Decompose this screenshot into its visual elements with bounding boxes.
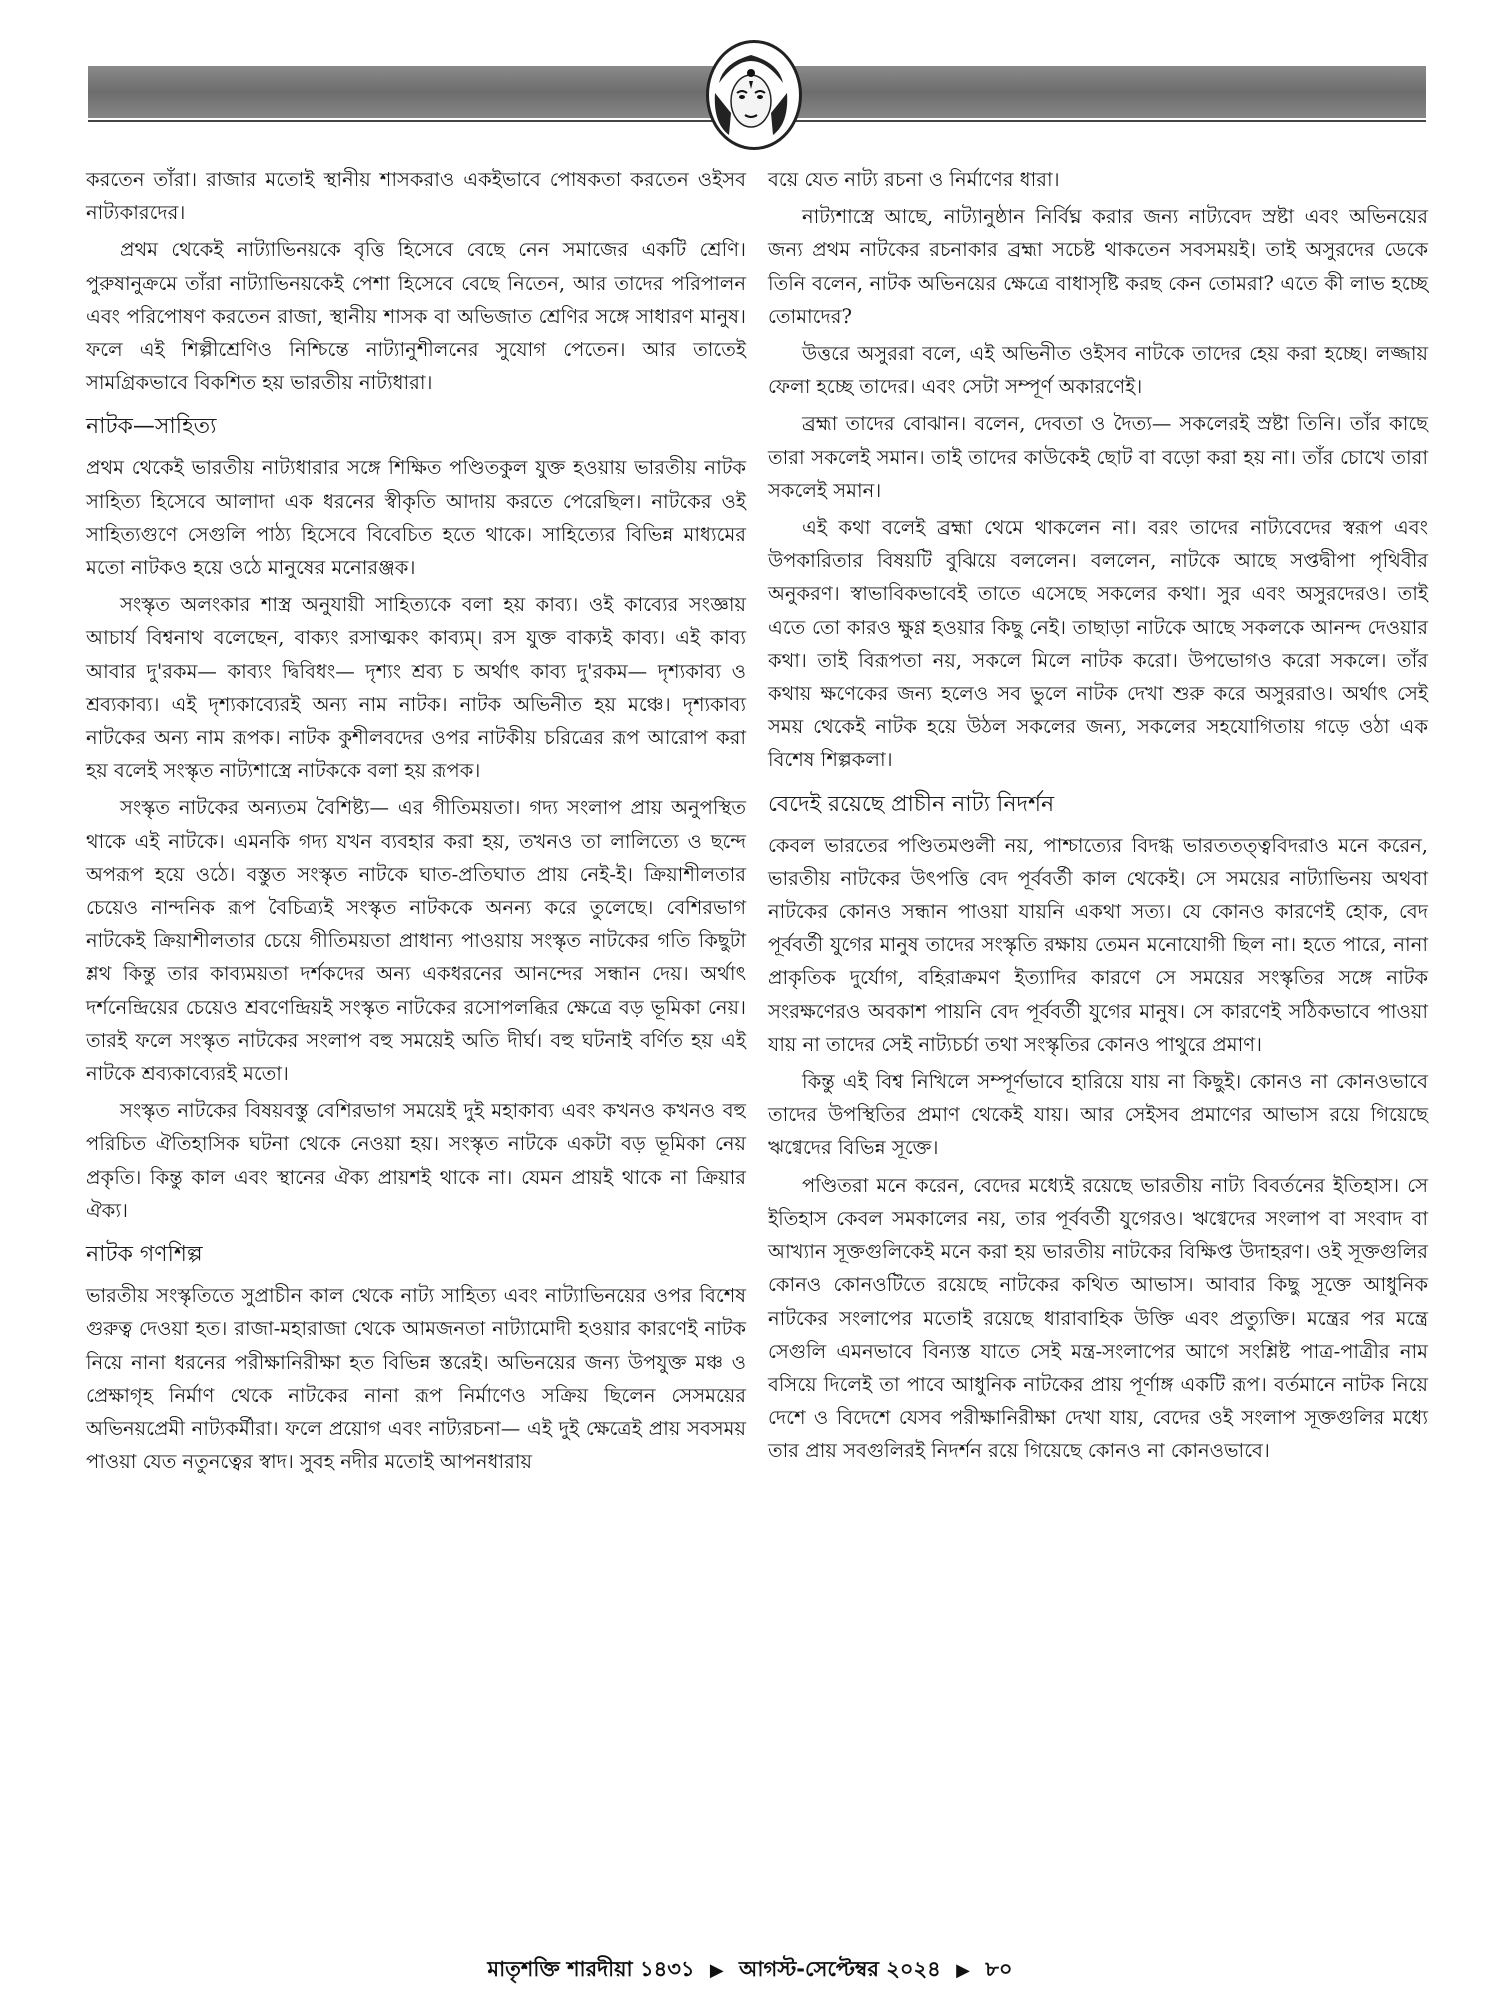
paragraph: সংস্কৃত নাটকের অন্যতম বৈশিষ্ট্য— এর গীতিময়তা। গদ্য সংলাপ প্রায় অনুপস্থিত থাকে এই নাটকে। এমনকি গদ্য যখন ব্যবহার করা হয়, তখনও তা লালিত্যে ও ছন্দে অপরূপ হয়ে ওঠে। বস্তুত সংস্কৃত নাটকে ঘাত-প্রতিঘাত প্রায় নেই-ই। ক্রিয়াশীলতার চেয়েও নান্দনিক রূপ বৈচিত্র্যই সংস্কৃত নাটককে অনন্য করে তুলেছে। বেশিরভাগ নাটকেই ক্রিয়াশীলতার চেয়ে গীতিময়তা প্রাধান্য পাওয়ায় সংস্কৃত নাটকের গতি কিছুটা শ্লথ কিন্তু তার কাব্যময়তা দর্শকদের অন্য একধরনের আনন্দের সন্ধান দেয়। অর্থাৎ দর্শনেন্দ্রিয়ের চেয়েও শ্রবণেন্দ্রিয়ই সংস্কৃত নাটকের রসোপলব্ধির ক্ষেত্রে বড় ভূমিকা নেয়। তারই ফলে সংস্কৃত নাটকের সংলাপ বহু সময়েই অতি দীর্ঘ। বহু ঘটনাই বর্ণিত হয় এই নাটকে শ্রব্যকাব্যেরই মতো। — [86, 796, 746, 1086]
paragraph: পণ্ডিতরা মনে করেন, বেদের মধ্যেই রয়েছে ভারতীয় নাট্য বিবর্তনের ইতিহাস। সে ইতিহাস কেবল সমকালের নয়, তার পূর্ববর্তী যুগেরও। ঋগ্বেদের সংলাপ বা সংবাদ বা আখ্যান সূক্তগুলিকেই মনে করা হয় ভারতীয় নাটকের বিক্ষিপ্ত উদাহরণ। ওই সূক্তগুলির কোনও কোনওটিতে রয়েছে নাটকের কথিত আভাস। আবার কিছু সূক্তে আধুনিক নাটকের সংলাপের মতোই রয়েছে ধারাবাহিক উক্তি এবং প্রত্যুক্তি। মন্ত্রের পর মন্ত্রে সেগুলি এমনভাবে বিন্যস্ত যাতে সেই মন্ত্র-সংলাপের আগে সংশ্লিষ্ট পাত্র-পাত্রীর নাম বসিয়ে দিলেই তা পাবে আধুনিক নাটকের প্রায় পূর্ণাঙ্গ একটি রূপ। বর্তমানে নাটক নিয়ে দেশে ও বিদেশে যেসব পরীক্ষানিরীক্ষা দেখা যায়, বেদের ওই সংলাপ সূক্তগুলির মধ্যে তার প্রায় সবগুলিরই নিদর্শন রয়ে গিয়েছে কোনও না কোনওভাবে। — [768, 1173, 1428, 1463]
right-pointer-icon: ▶ — [709, 1960, 724, 1981]
page-number: ৮০ — [985, 1957, 1013, 1981]
paragraph: করতেন তাঁরা। রাজার মতোই স্থানীয় শাসকরাও একইভাবে পোষকতা করতেন ওইসব নাট্যকারদের। — [86, 168, 746, 225]
paragraph: বয়ে যেত নাট্য রচনা ও নির্মাণের ধারা। — [768, 168, 1060, 191]
paragraph: কিন্তু এই বিশ্ব নিখিলে সম্পূর্ণভাবে হারিয়ে যায় না কিছুই। কোনও না কোনওভাবে তাদের উপস্থিতির প্রমাণ থেকেই যায়। আর সেইসব প্রমাণের আভাস রয়ে গিয়েছে ঋগ্বেদের বিভিন্ন সূক্তে। — [768, 1070, 1428, 1160]
paragraph: সংস্কৃত নাটকের বিষয়বস্তু বেশিরভাগ সময়েই দুই মহাকাব্য এবং কখনও কখনও বহু পরিচিত ঐতিহাসিক ঘটনা থেকে নেওয়া হয়। সংস্কৃত নাটকে একটা বড় ভূমিকা নেয় প্রকৃতি। কিন্তু কাল এবং স্থানের ঐক্য প্রায়শই থাকে না। যেমন প্রায়ই থাকে না ক্রিয়ার ঐক্য। — [86, 1099, 746, 1222]
paragraph: সংস্কৃত অলংকার শাস্ত্র অনুযায়ী সাহিত্যকে বলা হয় কাব্য। ওই কাব্যের সংজ্ঞায় আচার্য বিশ্বনাথ বলেছেন, বাক্যং রসাত্মকং কাব্যম্। রস যুক্ত বাক্যই কাব্য। এই কাব্য আবার দু'রকম— কাব্যং দ্বিবিধং— দৃশ্যং শ্রব্য চ অর্থাৎ কাব্য দু'রকম— দৃশ্যকাব্য ও শ্রব্যকাব্য। এই দৃশ্যকাব্যেরই অন্য নাম নাটক। নাটক অভিনীত হয় মঞ্চে। দৃশ্যকাব্য নাটকের অন্য নাম রূপক। নাটক কুশীলবদের ওপর নাটকীয় চরিত্রের রূপ আরোপ করা হয় বলেই সংস্কৃত নাট্যশাস্ত্রে নাটককে বলা হয় রূপক। — [86, 593, 746, 783]
issue-date: আগস্ট-সেপ্টেম্বর ২০২৪ — [738, 1957, 941, 1981]
section-heading: বেদেই রয়েছে প্রাচীন নাট্য নিদর্শন — [768, 791, 1055, 817]
magazine-title: মাতৃশক্তি শারদীয়া ১৪৩১ — [487, 1957, 695, 1981]
paragraph: ব্রহ্মা তাদের বোঝান। বলেন, দেবতা ও দৈত্য— সকলেরই স্রষ্টা তিনি। তাঁর কাছে তারা সকলেই সমান। তাই তাদের কাউকেই ছোট বা বড়ো করা হয় না। তাঁর চোখে তারা সকলেই সমান। — [768, 412, 1428, 502]
goddess-face-emblem-icon — [706, 40, 802, 150]
paragraph: এই কথা বলেই ব্রহ্মা থেমে থাকলেন না। বরং তাদের নাট্যবেদের স্বরূপ এবং উপকারিতার বিষয়টি বুঝিয়ে বললেন। বললেন, নাটকে আছে সপ্তদ্বীপা পৃথিবীর অনুকরণ। স্বাভাবিকভাবেই তাতে এসেছে সকলের কথা। সুর এবং অসুরদেরও। তাই এতে তো কারও ক্ষুণ্ণ হওয়ার কিছু নেই। তাছাড়া নাটকে আছে সকলকে আনন্দ দেওয়ার কথা। তাই বিরূপতা নয়, সকলে মিলে নাটক করো। উপভোগও করো সকলে। তাঁর কথায় ক্ষণেকের জন্য হলেও সব ভুলে নাটক দেখা শুরু করে অসুররাও। অর্থাৎ সেই সময় থেকেই নাটক হয়ে উঠল সকলের জন্য, সকলের সহযোগিতায় গড়ে ওঠা এক বিশেষ শিল্পকলা। — [768, 516, 1428, 772]
paragraph: নাট্যশাস্ত্রে আছে, নাট্যানুষ্ঠান নির্বিঘ্ন করার জন্য নাট্যবেদ স্রষ্টা এবং অভিনয়ের জন্য প্রথম নাটকের রচনাকার ব্রহ্মা সচেষ্ট থাকতেন সবসময়ই। তাই অসুরদের ডেকে তিনি বলেন, নাটক অভিনয়ের ক্ষেত্রে বাধাসৃষ্টি করছ কেন তোমরা? এতে কী লাভ হচ্ছে তোমাদের? — [768, 205, 1428, 328]
section-heading: নাটক গণশিল্প — [86, 1242, 203, 1268]
paragraph: কেবল ভারতের পণ্ডিতমণ্ডলী নয়, পাশ্চাত্যের বিদগ্ধ ভারততত্ত্ববিদরাও মনে করেন, ভারতীয় নাটকের উৎপত্তি বেদ পূর্ববর্তী কাল থেকেই। সে সময়ের নাট্যাভিনয় অথবা নাটকের কোনও সন্ধান পাওয়া যায়নি একথা সত্য। যে কোনও কারণেই হোক, বেদ পূর্ববর্তী যুগের মানুষ তাদের সংস্কৃতি রক্ষায় তেমন মনোযোগী ছিল না। হতে পারে, নানা প্রাকৃতিক দুর্যোগ, বহিরাক্রমণ ইত্যাদির কারণে সে সময়ের সংস্কৃতির সঙ্গে নাটক সংরক্ষণেরও অবকাশ পায়নি বেদ পূর্ববর্তী যুগের মানুষ। সে কারণেই সঠিকভাবে পাওয়া যায় না তাদের সেই নাট্যচর্চা তথা সংস্কৃতির কোনও পাথুরে প্রমাণ। — [768, 833, 1428, 1056]
right-column — [768, 163, 1428, 1472]
paragraph: উত্তরে অসুররা বলে, এই অভিনীত ওইসব নাটকে তাদের হেয় করা হচ্ছে। লজ্জায় ফেলা হচ্ছে তাদের। এবং সেটা সম্পূর্ণ অকারণেই। — [768, 342, 1428, 399]
paragraph: প্রথম থেকেই নাট্যাভিনয়কে বৃত্তি হিসেবে বেছে নেন সমাজের একটি শ্রেণি। পুরুষানুক্রমে তাঁরা নাট্যাভিনয়কেই পেশা হিসেবে বেছে নিতেন, আর তাদের পরিপালন এবং পরিপোষণ করতেন রাজা, স্থানীয় শাসক বা অভিজাত শ্রেণির সঙ্গে সাধারণ মানুষ। ফলে এই শিল্পীশ্রেণিও নিশ্চিন্তে নাট্যানুশীলনের সুযোগ পেতেন। আর তাতেই সামগ্রিকভাবে বিকশিত হয় ভারতীয় নাট্যধারা। — [86, 238, 746, 395]
section-heading: নাটক—সাহিত্য — [86, 414, 217, 440]
right-pointer-icon: ▶ — [956, 1960, 970, 1981]
paragraph: ভারতীয় সংস্কৃতিতে সুপ্রাচীন কাল থেকে নাট্য সাহিত্য এবং নাট্যাভিনয়ের ওপর বিশেষ গুরুত্ব দেওয়া হত। রাজা-মহারাজা থেকে আমজনতা নাট্যামোদী হওয়ার কারণেই নাটক নিয়ে নানা ধরনের পরীক্ষানিরীক্ষা হত বিভিন্ন স্তরেই। অভিনয়ের জন্য উপযুক্ত মঞ্চ ও প্রেক্ষাগৃহ নির্মাণ থেকে নাটকের নানা রূপ নির্মাণেও সক্রিয় ছিলেন সেসময়ের অভিনয়প্রেমী নাট্যকর্মীরা। ফলে প্রয়োগ এবং নাট্যরচনা— এই দুই ক্ষেত্রেই প্রায় সবসময় পাওয়া যেত নতুনত্বের স্বাদ। সুবহ নদীর মতোই আপনধারায় — [86, 1284, 746, 1474]
page-footer — [0, 1953, 1500, 1988]
paragraph: প্রথম থেকেই ভারতীয় নাট্যধারার সঙ্গে শিক্ষিত পণ্ডিতকুল যুক্ত হওয়ায় ভারতীয় নাটক সাহিত্য হিসেবে আলাদা এক ধরনের স্বীকৃতি আদায় করতে পেরেছিল। নাটকের ওই সাহিত্যগুণে সেগুলি পাঠ্য হিসেবে বিবেচিত হতে থাকে। সাহিত্যের বিভিন্ন মাধ্যমের মতো নাটকও হয়ে ওঠে মানুষের মনোরঞ্জক। — [86, 456, 746, 580]
left-column — [86, 163, 746, 1482]
